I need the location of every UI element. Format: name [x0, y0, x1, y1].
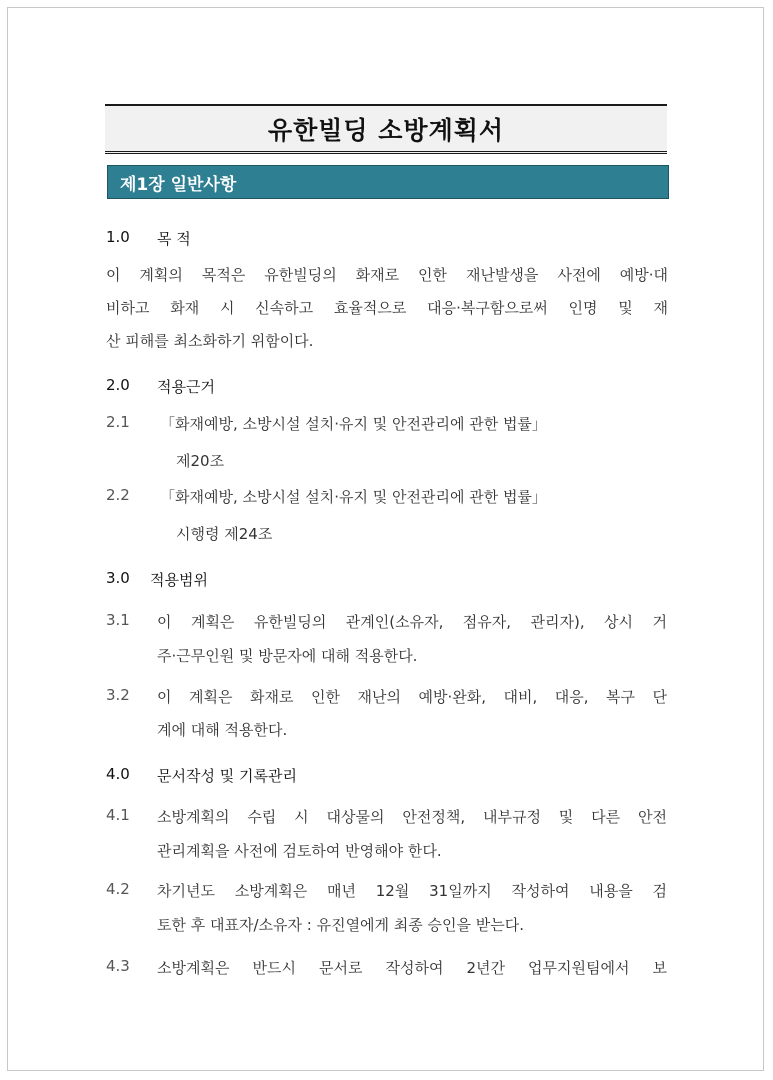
item-4-2-line-2: 토한 후 대표자/소유자 : 유진열에게 최종 승인을 받는다. [157, 916, 525, 934]
item-3-2-number: 3.2 [106, 686, 130, 704]
section-2-0-title: 적용근거 [157, 378, 215, 396]
section-3-0-title: 적용범위 [150, 571, 208, 589]
section-4-0-title: 문서작성 및 기록관리 [157, 767, 297, 785]
item-3-2-line-2: 계에 대해 적용한다. [157, 721, 288, 739]
section-1-0-number: 1.0 [106, 228, 130, 246]
chapter-heading: 제1장 일반사항 [107, 165, 669, 199]
item-3-1-line-2: 주·근무인원 및 방문자에 대해 적용한다. [157, 647, 418, 665]
section-4-0-number: 4.0 [106, 765, 130, 783]
item-2-2-line-1: 「화재예방, 소방시설 설치·유지 및 안전관리에 관한 법률」 [160, 488, 547, 506]
item-3-1-line-1: 이 계획은 유한빌딩의 관계인(소유자, 점유자, 관리자), 상시 거 [157, 613, 667, 631]
section-1-0-line-1: 이 계획의 목적은 유한빌딩의 화재로 인한 재난발생을 사전에 예방·대 [106, 266, 668, 284]
item-3-1-number: 3.1 [106, 611, 130, 629]
item-2-1-line-2: 제20조 [176, 452, 225, 470]
item-4-1-line-2: 관리계획을 사전에 검토하여 반영해야 한다. [157, 842, 442, 860]
item-4-2-number: 4.2 [106, 880, 130, 898]
document-title: 유한빌딩 소방계획서 [105, 104, 667, 154]
item-4-1-number: 4.1 [106, 806, 130, 824]
item-4-3-line-1: 소방계획은 반드시 문서로 작성하여 2년간 업무지원팀에서 보 [157, 959, 667, 977]
item-2-1-line-1: 「화재예방, 소방시설 설치·유지 및 안전관리에 관한 법률」 [160, 415, 547, 433]
section-3-0-number: 3.0 [106, 569, 130, 587]
item-4-3-number: 4.3 [106, 957, 130, 975]
section-1-0-line-3: 산 피해를 최소화하기 위함이다. [106, 332, 314, 350]
section-2-0-number: 2.0 [106, 376, 130, 394]
section-1-0-title: 목 적 [157, 230, 191, 248]
item-4-1-line-1: 소방계획의 수립 시 대상물의 안전정책, 내부규정 및 다른 안전 [157, 808, 667, 826]
item-2-2-line-2: 시행령 제24조 [176, 525, 273, 543]
section-1-0-line-2: 비하고 화재 시 신속하고 효율적으로 대응·복구함으로써 인명 및 재 [106, 299, 668, 317]
item-2-1-number: 2.1 [106, 413, 130, 431]
item-2-2-number: 2.2 [106, 486, 130, 504]
item-4-2-line-1: 차기년도 소방계획은 매년 12월 31일까지 작성하여 내용을 검 [157, 882, 667, 900]
item-3-2-line-1: 이 계획은 화재로 인한 재난의 예방·완화, 대비, 대응, 복구 단 [157, 688, 667, 706]
